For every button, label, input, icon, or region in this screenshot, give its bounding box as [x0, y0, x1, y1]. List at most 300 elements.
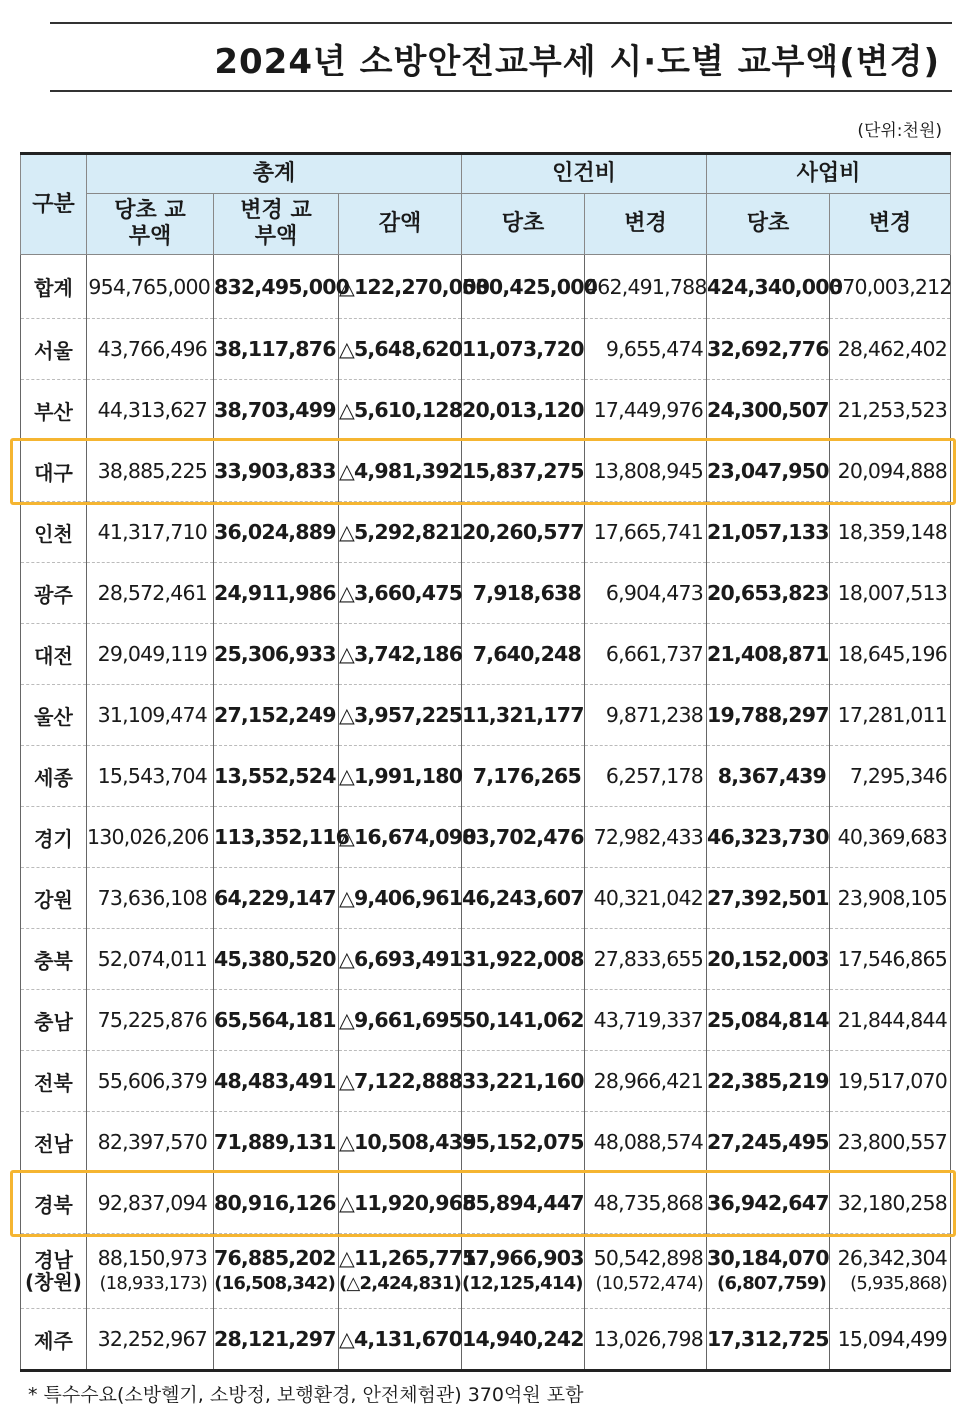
value: △9,406,961 [339, 886, 463, 910]
value: 28,572,461 [97, 581, 207, 605]
value-cell [830, 319, 951, 380]
value: 21,253,523 [837, 398, 948, 422]
value-cell [830, 624, 951, 685]
value-cell [707, 319, 830, 380]
value-cell [585, 868, 707, 929]
value-cell [462, 990, 585, 1051]
value-cell [462, 1309, 585, 1371]
value: 7,640,248 [472, 642, 581, 666]
region-cell: 울산 [21, 685, 87, 746]
region-cell: 대구 [21, 441, 87, 502]
value-cell [707, 624, 830, 685]
value: 17,281,011 [837, 703, 948, 727]
value: 24,300,507 [707, 398, 829, 422]
table-row [21, 685, 951, 746]
value-cell [462, 1051, 585, 1112]
table-row [21, 746, 951, 807]
value: △4,981,392 [339, 459, 463, 483]
value-cell [462, 255, 598, 319]
value-cell [585, 746, 707, 807]
value-cell [87, 441, 214, 502]
value-cell [830, 502, 951, 563]
value: 27,392,501 [707, 886, 829, 910]
value-cell [462, 502, 585, 563]
value-cell [707, 1309, 830, 1371]
value-cell [339, 1173, 476, 1234]
header-project-revised: 변경 [830, 194, 951, 255]
value-cell [830, 1173, 951, 1234]
region-cell: 충북 [21, 929, 87, 990]
value-cell [339, 929, 462, 990]
value-cell [462, 563, 585, 624]
value-cell [462, 319, 585, 380]
table-row [21, 1112, 951, 1173]
value-cell [339, 807, 476, 868]
value-cell [830, 990, 951, 1051]
value-cell [214, 807, 350, 868]
value: △3,660,475 [339, 581, 463, 605]
table-row [21, 563, 951, 624]
region-cell: 합계 [21, 255, 87, 319]
value-cell [214, 624, 339, 685]
value-cell [585, 380, 707, 441]
value: 43,719,337 [593, 1008, 704, 1032]
value-cell [339, 746, 462, 807]
value: 75,225,876 [97, 1008, 207, 1032]
sub-value: (18,933,173) [99, 1273, 207, 1294]
value: 31,922,008 [462, 947, 584, 971]
value-cell [214, 441, 339, 502]
table-row [21, 990, 951, 1051]
value: 25,084,814 [707, 1008, 829, 1032]
value: 13,808,945 [593, 459, 704, 483]
value-cell [585, 807, 707, 868]
region-cell: 충남 [21, 990, 87, 1051]
value-cell [707, 929, 830, 990]
value-cell [830, 807, 951, 868]
value: 20,152,003 [707, 947, 829, 971]
value-cell [87, 929, 214, 990]
region-cell: 서울 [21, 319, 87, 380]
table-row [21, 1309, 951, 1371]
region-cell: 세종 [21, 746, 87, 807]
value: 17,449,976 [593, 398, 704, 422]
value-cell [339, 1051, 462, 1112]
value: 71,889,131 [214, 1130, 336, 1154]
value: 38,117,876 [214, 337, 336, 361]
value-cell [585, 1309, 707, 1371]
value-cell [339, 1112, 476, 1173]
value-cell [707, 441, 830, 502]
value: 9,655,474 [605, 337, 704, 361]
value-cell [214, 319, 339, 380]
value: 48,735,868 [593, 1191, 704, 1215]
value: 21,408,871 [707, 642, 829, 666]
value-cell [87, 624, 214, 685]
value-cell [214, 1309, 339, 1371]
value-cell [87, 746, 214, 807]
value: 38,885,225 [97, 459, 207, 483]
value-cell [214, 929, 339, 990]
region-cell: 전남 [21, 1112, 87, 1173]
value: 52,074,011 [97, 947, 207, 971]
value-cell [339, 441, 462, 502]
value: 33,221,160 [462, 1069, 584, 1093]
value: △5,292,821 [339, 520, 463, 544]
value: 24,911,986 [214, 581, 336, 605]
page-title: 2024년 소방안전교부세 시·도별 교부액(변경) [214, 42, 940, 82]
table-row [21, 319, 951, 380]
value: 23,800,557 [837, 1130, 948, 1154]
value-cell [87, 1051, 214, 1112]
value-cell [462, 380, 585, 441]
value-cell [87, 319, 214, 380]
value-cell [214, 255, 350, 319]
value-cell [707, 807, 830, 868]
value: 36,942,647 [707, 1191, 829, 1215]
value: 82,397,570 [97, 1130, 207, 1154]
value-cell [214, 380, 339, 441]
value: 32,252,967 [97, 1327, 207, 1351]
unit-label: (단위:천원) [857, 121, 942, 141]
value: 44,313,627 [97, 398, 207, 422]
value-cell [214, 563, 339, 624]
value-cell [87, 563, 214, 624]
value: 8,367,439 [717, 764, 827, 788]
allocation-table [20, 152, 951, 1372]
value-cell [214, 1234, 339, 1309]
value: △11,265,771 [339, 1246, 476, 1270]
value-cell [830, 685, 951, 746]
region-cell: 경북 [21, 1173, 87, 1234]
value-cell [830, 929, 951, 990]
value: △6,693,491 [339, 947, 463, 971]
value: 462,491,788 [585, 274, 707, 299]
value: 27,245,495 [707, 1130, 829, 1154]
value-cell [585, 624, 707, 685]
value: △16,674,090 [339, 825, 476, 849]
value: 11,321,177 [462, 703, 584, 727]
value: 954,765,000 [88, 274, 210, 299]
value: 76,885,202 [214, 1246, 336, 1270]
value-cell [585, 1051, 707, 1112]
value-cell [707, 1173, 830, 1234]
value: 45,380,520 [214, 947, 336, 971]
header-project: 사업비 [707, 154, 951, 194]
value: △3,957,225 [339, 703, 463, 727]
header-personnel-revised: 변경 [585, 194, 707, 255]
region-cell: 전북 [21, 1051, 87, 1112]
value-cell [585, 563, 707, 624]
value-cell [214, 868, 339, 929]
value: 29,049,119 [97, 642, 207, 666]
value: 15,543,704 [97, 764, 207, 788]
value-cell [462, 1234, 585, 1309]
value: 50,542,898 [593, 1246, 704, 1270]
value-cell [585, 1173, 707, 1234]
table-row [21, 868, 951, 929]
title-banner [50, 22, 952, 92]
value: 20,013,120 [462, 398, 584, 422]
value-cell [339, 502, 462, 563]
value: 28,462,402 [837, 337, 948, 361]
value: 22,385,219 [707, 1069, 829, 1093]
value: 57,966,903 [462, 1246, 584, 1270]
value-cell [339, 624, 462, 685]
table-row [21, 255, 951, 319]
value: 31,109,474 [97, 703, 207, 727]
value: 370,003,212 [830, 274, 952, 299]
value: 48,483,491 [214, 1069, 336, 1093]
value-cell [830, 1309, 951, 1371]
value: 65,564,181 [214, 1008, 336, 1032]
header-region: 구분 [21, 154, 87, 255]
value-cell [830, 1112, 951, 1173]
footnote: * 특수수요(소방헬기, 소방정, 보행환경, 안전체험관) 370억원 포함 [28, 1384, 584, 1406]
region-cell: 광주 [21, 563, 87, 624]
value: 38,703,499 [214, 398, 336, 422]
value: 55,894,447 [462, 1191, 584, 1215]
header-personnel-initial: 당초 [462, 194, 585, 255]
value-cell [830, 1051, 951, 1112]
value-cell [87, 255, 214, 319]
value: 20,094,888 [837, 459, 948, 483]
value: △5,610,128 [339, 398, 463, 422]
value-cell [214, 746, 339, 807]
value: 73,636,108 [97, 886, 207, 910]
value-cell [585, 1234, 707, 1309]
value: 21,844,844 [837, 1008, 948, 1032]
value-cell [87, 990, 214, 1051]
value-cell [462, 929, 585, 990]
value: 19,517,070 [837, 1069, 948, 1093]
value: 14,940,242 [462, 1327, 584, 1351]
table-row [21, 624, 951, 685]
value-cell [585, 685, 707, 746]
value: 40,369,683 [837, 825, 948, 849]
region-cell: 인천 [21, 502, 87, 563]
region-cell: 경기 [21, 807, 87, 868]
value-cell [707, 1112, 830, 1173]
region-cell: 제주 [21, 1309, 87, 1371]
value-cell [462, 624, 585, 685]
value: △11,920,968 [339, 1191, 476, 1215]
value: 6,904,473 [605, 581, 704, 605]
value-cell [339, 685, 462, 746]
value: 80,916,126 [214, 1191, 336, 1215]
value: 26,342,304 [837, 1246, 948, 1270]
value-cell [339, 868, 462, 929]
value-cell [585, 255, 707, 319]
value: 6,257,178 [605, 764, 704, 788]
value: 20,653,823 [707, 581, 829, 605]
value-cell [462, 441, 585, 502]
table-row [21, 502, 951, 563]
table-row [21, 441, 951, 502]
value: 6,661,737 [605, 642, 704, 666]
value: △10,508,439 [339, 1130, 476, 1154]
value-cell [87, 1309, 214, 1371]
sub-value: (6,807,759) [717, 1273, 827, 1294]
value-cell [830, 255, 951, 319]
value-cell [585, 441, 707, 502]
value: 18,359,148 [837, 520, 948, 544]
value: 46,323,730 [707, 825, 829, 849]
value: 46,243,607 [462, 886, 584, 910]
value-cell [214, 1173, 339, 1234]
value-cell [339, 1234, 476, 1309]
value: 7,176,265 [472, 764, 581, 788]
header-total-initial: 당초 교부액 [87, 194, 214, 255]
value: 50,141,062 [462, 1008, 584, 1032]
value: 32,692,776 [707, 337, 829, 361]
sub-value: (12,125,414) [462, 1273, 583, 1294]
sub-value: (5,935,868) [850, 1273, 948, 1294]
value-cell [87, 1112, 214, 1173]
value: 88,150,973 [97, 1246, 207, 1270]
value: 17,312,725 [707, 1327, 829, 1351]
value-cell [462, 1112, 585, 1173]
value-cell [214, 502, 339, 563]
value-cell [585, 990, 707, 1051]
value: 64,229,147 [214, 886, 336, 910]
value-cell [87, 685, 214, 746]
value: 92,837,094 [97, 1191, 207, 1215]
value: 17,546,865 [837, 947, 948, 971]
value: 32,180,258 [837, 1191, 948, 1215]
value-cell [87, 807, 214, 868]
value-cell [462, 807, 585, 868]
value: 23,047,950 [707, 459, 829, 483]
value-cell [707, 255, 843, 319]
value: 11,073,720 [462, 337, 584, 361]
value: 28,121,297 [214, 1327, 336, 1351]
value-cell [830, 1234, 951, 1309]
value-cell [87, 380, 214, 441]
value: 48,088,574 [593, 1130, 704, 1154]
value: 25,306,933 [214, 642, 336, 666]
value-cell [339, 319, 462, 380]
region-cell: 경남(창원) [21, 1234, 87, 1309]
value-cell [339, 990, 462, 1051]
table-row [21, 929, 951, 990]
sub-value: (△2,424,831) [339, 1273, 462, 1294]
region-cell: 대전 [21, 624, 87, 685]
value: 9,871,238 [605, 703, 704, 727]
value-cell [585, 502, 707, 563]
value-cell [707, 746, 830, 807]
table-row [21, 380, 951, 441]
value-cell [87, 1234, 214, 1309]
table-row [21, 1234, 951, 1309]
value: 27,152,249 [214, 703, 336, 727]
value-cell [830, 868, 951, 929]
value-cell [214, 1051, 339, 1112]
value-cell [830, 563, 951, 624]
value: 130,026,206 [87, 825, 209, 849]
header-total: 총계 [87, 154, 462, 194]
value: 55,606,379 [97, 1069, 207, 1093]
value-cell [707, 502, 830, 563]
value: △3,742,186 [339, 642, 463, 666]
value-cell [462, 746, 585, 807]
value: 13,026,798 [593, 1327, 704, 1351]
sub-value: (16,508,342) [214, 1273, 335, 1294]
value-cell [585, 319, 707, 380]
value-cell [339, 1309, 462, 1371]
value-cell [462, 1173, 585, 1234]
value: 18,645,196 [837, 642, 948, 666]
value: 15,837,275 [462, 459, 584, 483]
value-cell [87, 868, 214, 929]
header-total-revised: 변경 교부액 [214, 194, 339, 255]
value-cell [462, 868, 585, 929]
value: 19,788,297 [707, 703, 829, 727]
table-row [21, 1173, 951, 1234]
value: 13,552,524 [214, 764, 336, 788]
value: 7,918,638 [472, 581, 581, 605]
header-project-initial: 당초 [707, 194, 830, 255]
value-cell [339, 255, 490, 319]
header-total-reduction: 감액 [339, 194, 462, 255]
value-cell [830, 746, 951, 807]
value: 28,966,421 [593, 1069, 704, 1093]
value-cell [585, 1112, 707, 1173]
value: 72,982,433 [593, 825, 704, 849]
value: 36,024,889 [214, 520, 336, 544]
region-cell: 부산 [21, 380, 87, 441]
value: △7,122,888 [339, 1069, 463, 1093]
value: △1,991,180 [339, 764, 463, 788]
value: 43,766,496 [97, 337, 207, 361]
value-cell [462, 685, 585, 746]
value-cell [707, 380, 830, 441]
value: 832,495,000 [214, 274, 350, 299]
value: 55,152,075 [462, 1130, 584, 1154]
value: 23,908,105 [837, 886, 948, 910]
value-cell [830, 441, 951, 502]
value: 41,317,710 [97, 520, 207, 544]
value: 30,184,070 [707, 1246, 829, 1270]
value: △5,648,620 [339, 337, 463, 361]
value: 20,260,577 [462, 520, 584, 544]
table-row [21, 1051, 951, 1112]
value-cell [339, 380, 462, 441]
table-body [21, 255, 951, 1371]
value: 18,007,513 [837, 581, 948, 605]
value-cell [214, 990, 339, 1051]
value-cell [87, 1173, 214, 1234]
value-cell [585, 929, 707, 990]
value: 15,094,499 [837, 1327, 948, 1351]
value-cell [214, 685, 339, 746]
header-personnel: 인건비 [462, 154, 707, 194]
table-row [21, 807, 951, 868]
value: 27,833,655 [593, 947, 704, 971]
value-cell [707, 868, 830, 929]
region-cell: 강원 [21, 868, 87, 929]
value: 40,321,042 [593, 886, 704, 910]
value: △9,661,695 [339, 1008, 463, 1032]
value: 113,352,116 [214, 825, 350, 849]
value-cell [707, 563, 830, 624]
value: 83,702,476 [462, 825, 584, 849]
value-cell [707, 685, 830, 746]
value-cell [707, 1234, 830, 1309]
value: 21,057,133 [707, 520, 829, 544]
value-cell [707, 1051, 830, 1112]
value-cell [707, 990, 830, 1051]
